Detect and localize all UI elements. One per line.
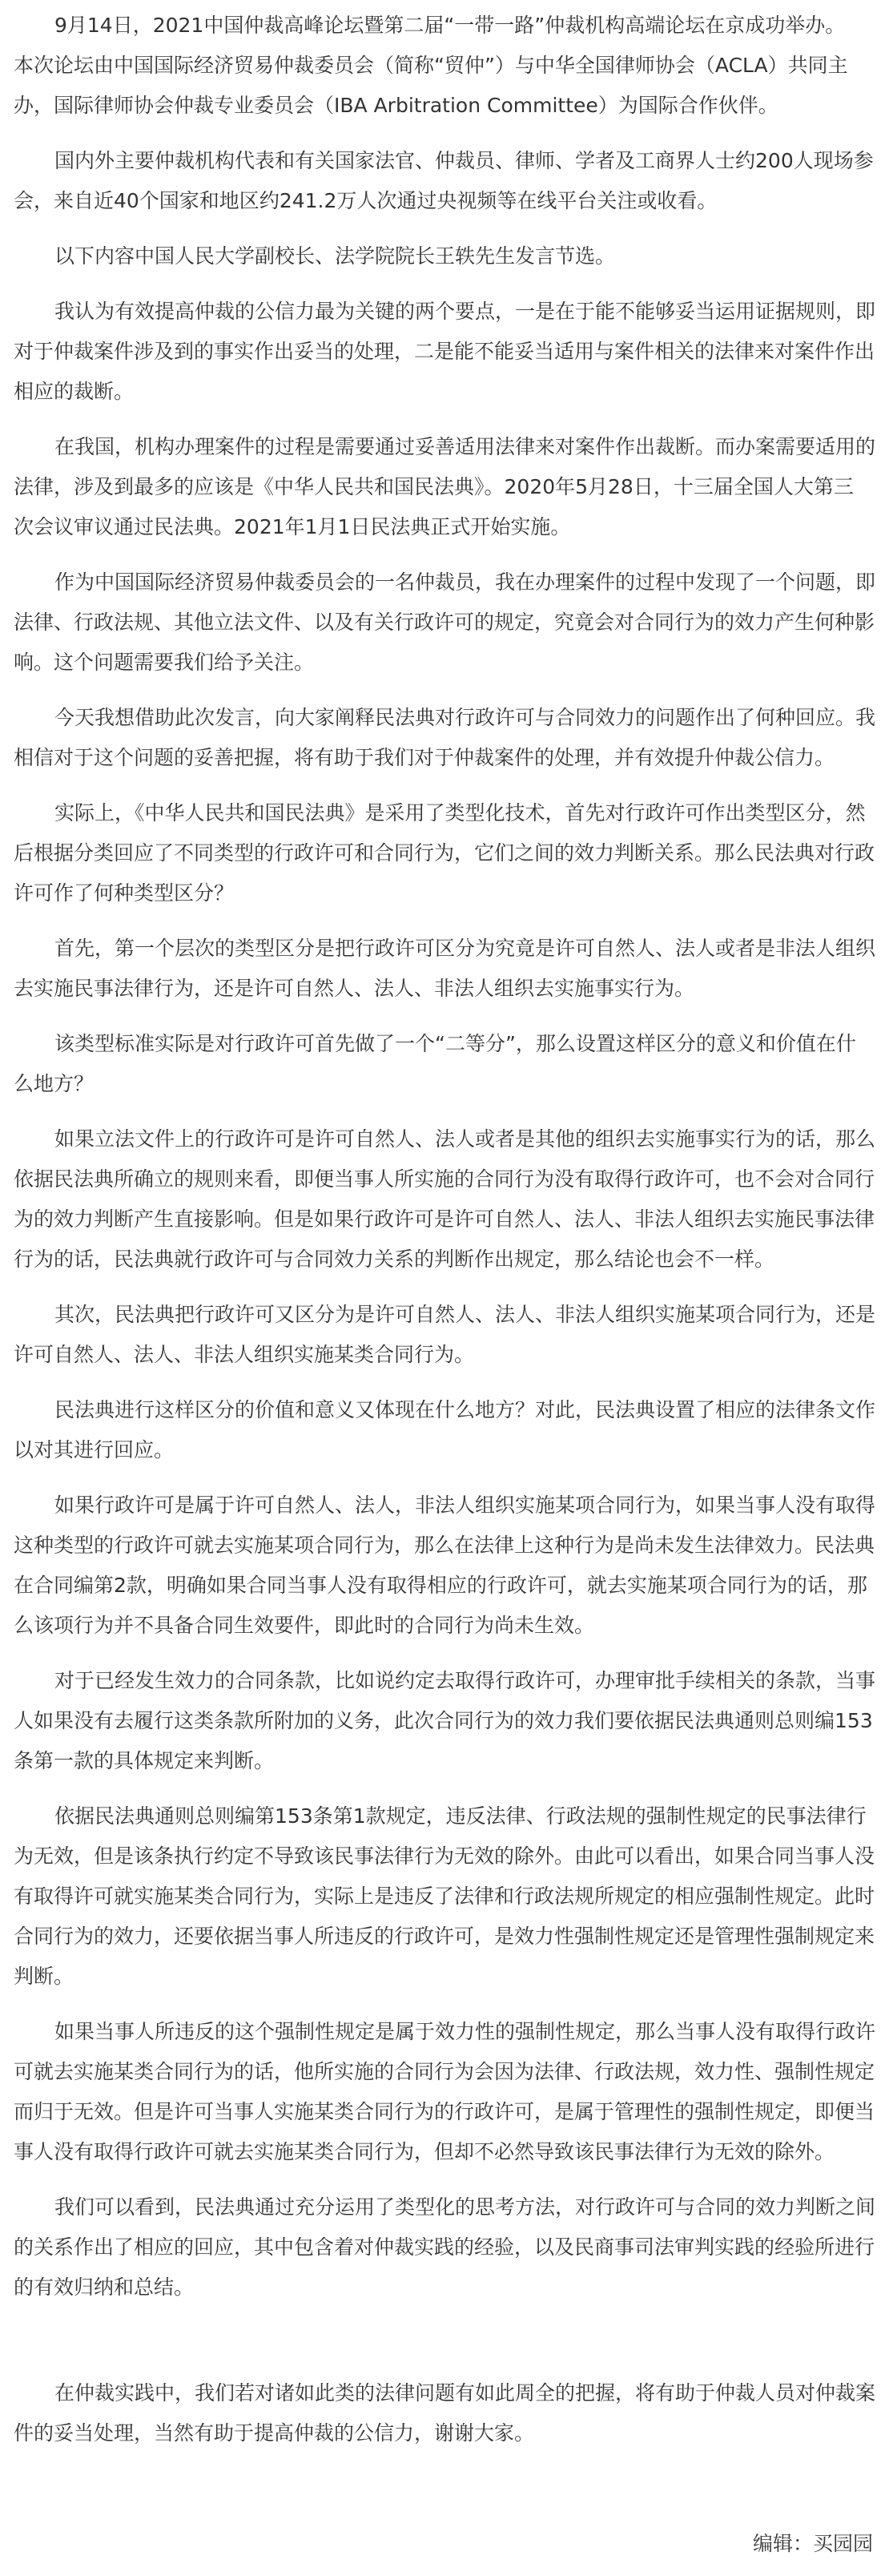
text-line: 响。这个问题需要我们给予关注。	[14, 651, 315, 674]
text-line: 依据民法典所确立的规则来看，即便当事人所实施的合同行为没有取得行政许可，也不会对合同行	[14, 1167, 875, 1191]
paragraph	[14, 1390, 876, 1470]
text-line: 以对其进行回应。	[14, 1438, 175, 1461]
paragraph	[14, 793, 873, 913]
text-line: 今天我想借助此次发言，向大家阐释民法典对行政许可与合同效力的问题作出了何种回应。我	[54, 706, 876, 729]
text-line: 办，国际律师协会仲裁专业委员会（IBA Arbitration Committee）为国际合作伙伴。	[14, 94, 778, 117]
text-line: 实际上，《中华人民共和国民法典》是采用了类型化技术，首先对行政许可作出类型区分，然	[54, 801, 866, 824]
text-line: 我认为有效提高仲裁的公信力最为关键的两个要点，一是在于能不能够妥当运用证据规则，即	[54, 300, 876, 323]
text-line: 法律，涉及到最多的应该是《中华人民共和国民法典》。2020年5月28日，十三届全国人大第三	[14, 475, 854, 498]
text-line: 后根据分类回应了不同类型的行政许可和合同行为，它们之间的效力判断关系。那么民法典对行政	[14, 841, 875, 865]
text-line: 事人没有取得行政许可就去实施某类合同行为，但却不必然导致该民事法律行为无效的除外。	[14, 2140, 835, 2163]
text-line: 件的妥当处理，当然有助于提高仲裁的公信力，谢谢大家。	[14, 2421, 535, 2445]
paragraph	[14, 1661, 876, 1781]
text-line: 次会议审议通过民法典。2021年1月1日民法典正式开始实施。	[14, 515, 571, 538]
paragraph-intro-forum	[14, 6, 873, 126]
text-line: 可就去实施某类合同行为的话，他所实施的合同行为会因为法律、行政法规，效力性、强制性规定	[14, 2060, 875, 2083]
text-line: 去实施民事法律行为，还是许可自然人、法人、非法人组织去实施事实行为。	[14, 977, 695, 1000]
text-line: 的有效归纳和总结。	[14, 2276, 195, 2299]
paragraph	[14, 2187, 876, 2308]
text-line: 在仲裁实践中，我们若对诸如此类的法律问题有如此周全的把握，将有助于仲裁人员对仲裁案	[54, 2381, 876, 2405]
text-line: 首先，第一个层次的类型区分是把行政许可区分为究竟是许可自然人、法人或者是非法人组织	[54, 937, 876, 960]
text-line: 9月14日，2021中国仲裁高峰论坛暨第二届“一带一路”仲裁机构高端论坛在京成功举办。	[54, 14, 846, 37]
text-line: 依据民法典通则总则编第153条第1款规定，违反法律、行政法规的强制性规定的民事法律行	[54, 1804, 867, 1828]
empty-paragraph	[14, 2469, 873, 2509]
text-line: 人如果没有去履行这类条款所附加的义务，此次合同行为的效力我们要依据民法典通则总则编153	[14, 1709, 873, 1732]
text-line: 如果当事人所违反的这个强制性规定是属于效力性的强制性规定，那么当事人没有取得行政许	[54, 2020, 876, 2043]
text-line: 么该项行为并不具备合同生效要件，即此时的合同行为尚未生效。	[14, 1614, 595, 1637]
paragraph-speech-intro	[14, 236, 873, 276]
text-line: 本次论坛由中国国际经济贸易仲裁委员会（简称“贸仲”）与中华全国律师协会（ACLA）共同主	[14, 54, 848, 77]
text-line: 如果行政许可是属于许可自然人、法人，非法人组织实施某项合同行为，如果当事人没有取得	[54, 1494, 876, 1517]
paragraph	[14, 2012, 876, 2172]
text-line: 为无效，但是该条执行约定不导致该民事法律行为无效的除外。由此可以看出，如果合同当事人没	[14, 1844, 875, 1868]
empty-paragraph	[14, 2323, 873, 2358]
paragraph	[14, 1024, 873, 1104]
text-line: 为的效力判断产生直接影响。但是如果行政许可是许可自然人、法人、非法人组织去实施民事法律	[14, 1207, 875, 1231]
text-line: 的关系作出了相应的回应，其中包含着对仲裁实践的经验，以及民商事司法审判实践的经验所进行	[14, 2235, 875, 2259]
text-line: 么地方？	[14, 1072, 95, 1095]
text-line: 如果立法文件上的行政许可是许可自然人、法人或者是其他的组织去实施事实行为的话，那么	[54, 1127, 876, 1151]
text-line: 相信对于这个问题的妥善把握，将有助于我们对于仲裁案件的处理，并有效提升仲裁公信力。	[14, 746, 835, 769]
text-line: 许可作了何种类型区分？	[14, 881, 235, 905]
text-line: 法律、行政法规、其他立法文件、以及有关行政许可的规定，究竟会对合同行为的效力产生何种影	[14, 611, 875, 634]
text-line: 该类型标准实际是对行政许可首先做了一个“二等分”，那么设置这样区分的意义和价值在什	[54, 1032, 856, 1055]
paragraph	[14, 698, 876, 778]
text-line: 在我国，机构办理案件的过程是需要通过妥善适用法律来对案件作出裁断。而办案需要适用的	[54, 435, 876, 458]
text-line: 其次，民法典把行政许可又区分为是许可自然人、法人、非法人组织实施某项合同行为，还是	[54, 1303, 876, 1326]
paragraph	[14, 1796, 873, 1997]
text-line: 而归于无效。但是许可当事人实施某类合同行为的行政许可，是属于管理性的强制性规定，即便当	[14, 2100, 875, 2123]
text-line: 作为中国国际经济贸易仲裁委员会的一名仲裁员，我在办理案件的过程中发现了一个问题，即	[54, 570, 876, 594]
paragraph	[14, 427, 876, 547]
paragraph-attendance	[14, 141, 873, 221]
text-line: 以下内容中国人民大学副校长、法学院院长王轶先生发言节选。	[54, 244, 616, 268]
paragraph	[14, 1486, 876, 1646]
text-line: 我们可以看到，民法典通过充分运用了类型化的思考方法，对行政许可与合同的效力判断之间	[54, 2195, 876, 2219]
paragraph-closing	[14, 2373, 876, 2453]
paragraph	[14, 292, 876, 412]
editor-credit: 编辑：买园园	[752, 2532, 873, 2555]
text-line: 行为的话，民法典就行政许可与合同效力关系的判断作出规定，那么结论也会不一样。	[14, 1248, 775, 1271]
text-line: 这种类型的行政许可就去实施某项合同行为，那么在法律上这种行为是尚未发生法律效力。民法典	[14, 1534, 875, 1557]
paragraph	[14, 929, 876, 1009]
text-line: 会，来自近40个国家和地区约241.2万人次通过央视频等在线平台关注或收看。	[14, 189, 718, 212]
text-line: 合同行为的效力，还要依据当事人所违反的行政许可，是效力性强制性规定还是管理性强制规定来	[14, 1925, 875, 1948]
text-line: 对于仲裁案件涉及到的事实作出妥当的处理，二是能不能妥当适用与案件相关的法律来对案件作出	[14, 340, 875, 363]
text-line: 相应的裁断。	[14, 380, 135, 403]
text-line: 条第一款的具体规定来判断。	[14, 1749, 275, 1772]
text-line: 许可自然人、法人、非法人组织实施某类合同行为。	[14, 1343, 475, 1366]
paragraph	[14, 562, 876, 683]
text-line: 在合同编第2款，明确如果合同当事人没有取得相应的行政许可，就去实施某项合同行为的话，那	[14, 1574, 867, 1597]
text-line: 对于已经发生效力的合同条款，比如说约定去取得行政许可，办理审批手续相关的条款，当事	[54, 1669, 876, 1692]
paragraph	[14, 1295, 876, 1375]
text-line: 民法典进行这样区分的价值和意义又体现在什么地方？对此，民法典设置了相应的法律条文作	[54, 1398, 876, 1421]
text-line: 判断。	[14, 1965, 74, 1988]
paragraph	[14, 1119, 876, 1280]
text-line: 有取得许可就实施某类合同行为，实际上是违反了法律和行政法规所规定的相应强制性规定。此时	[14, 1885, 875, 1908]
text-line: 国内外主要仲裁机构代表和有关国家法官、仲裁员、律师、学者及工商界人士约200人现场参	[54, 149, 874, 172]
